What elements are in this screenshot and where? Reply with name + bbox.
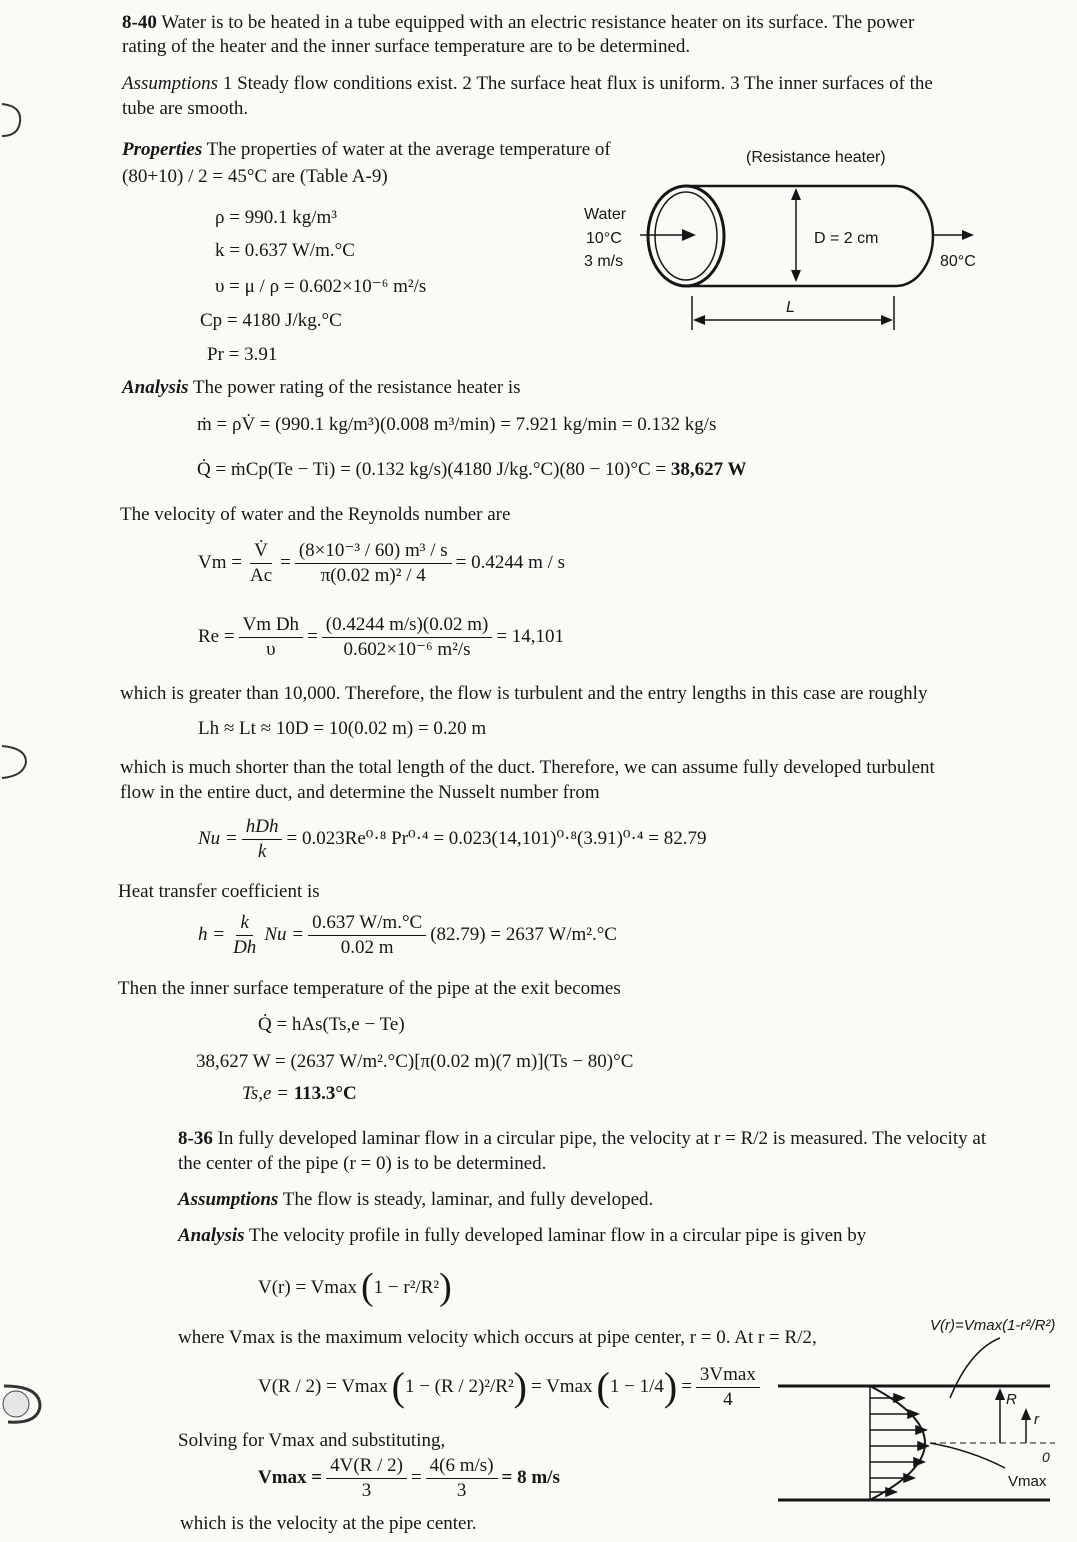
analysis-block [122,377,521,399]
vmax-fraction-1 [326,1455,407,1502]
profile-inner: 1 − r²/R² [373,1276,440,1298]
vr2-paren-close-2: ) [663,1364,678,1410]
re-frac1-num: Vm Dh [239,614,303,638]
vm-frac2-den: π(0.02 m)² / 4 [320,564,426,586]
inlet-velocity-label: 3 m/s [584,253,624,270]
vr2-paren-2: ( [596,1364,610,1410]
zero-label: 0 [1042,1449,1050,1465]
radius-arrowhead [995,1388,1005,1400]
equation-mass-flow: ṁ = ρV̇ = (990.1 kg/m³)(0.008 m³/min) = 7.921 kg/min = 0.132 kg/s [197,414,717,435]
vmax-frac1-num: 4V(R / 2) [326,1455,407,1479]
analysis-text: The velocity profile in fully developed laminar flow in a circular pipe is given by [248,1225,867,1246]
analysis-text: The power rating of the resistance heater is [192,377,521,398]
turbulent-text: which is greater than 10,000. Therefore, the flow is turbulent and the entry lengths in this case are roughly [120,683,928,704]
assumptions-heading: Assumptions [122,73,219,94]
re-frac1-den: υ [266,638,276,660]
equation-substitution: 38,627 W = (2637 W/m².°C)[π(0.02 m)(7 m)](Ts − 80)°C [196,1051,634,1072]
vmax-frac1-den: 3 [361,1479,372,1501]
shorter-text-line-2: flow in the entire duct, and determine the Nusselt number from [120,782,600,803]
property-specific-heat: Cp = 4180 J/kg.°C [200,310,342,331]
outlet-arrowhead [962,230,974,240]
re-result: = 14,101 [496,626,565,648]
vm-fraction-1 [246,540,276,587]
equation-newton-cooling: Q̇ = hAs(Ts,e − Te) [258,1014,405,1035]
equation-heat-rate [197,459,747,481]
velocity-intro: The velocity of water and the Reynolds number are [120,504,511,525]
final-text: which is the velocity at the pipe center. [180,1513,477,1534]
profile-paren: ( [361,1266,374,1308]
assumptions-text: 1 Steady flow conditions exist. 2 The surface heat flux is uniform. 3 The inner surfaces of the [222,73,933,94]
equals-sign: = [280,552,291,574]
vmax-pointer [930,1443,1005,1468]
laminar-profile-diagram [770,1310,1070,1510]
statement-line: Water is to be heated in a tube equipped with an electric resistance heater on its surface. The power [161,12,915,33]
vr2-lhs: V(R / 2) = Vmax [258,1376,388,1398]
shorter-text-line-1: which is much shorter than the total length of the duct. Therefore, we can assume fully developed turbulent [120,757,935,778]
profile-formula-label: V(r)=Vmax(1-r²/R²) [930,1317,1056,1334]
vm-lhs: Vm = [198,552,242,574]
equation-mean-velocity [198,540,565,587]
assumptions-heading: Assumptions [178,1189,279,1210]
scan-hole-mark-top [0,100,24,140]
vm-frac1-den: Ac [249,564,273,586]
nu-rhs: = 0.023Re⁰·⁸ Pr⁰·⁴ = 0.023(14,101)⁰·⁸(3.91)⁰·⁴ = 82.79 [286,828,707,850]
h-frac1-den: Dh [233,936,257,958]
h-fraction-2 [308,912,426,959]
vr2-inner: 1 − (R / 2)²/R² [404,1376,514,1398]
re-fraction-1 [239,614,303,661]
analysis-block [178,1225,866,1247]
nu-frac-den: k [257,840,267,862]
diameter-label: D = 2 cm [814,230,879,247]
velocity-arrows [870,1394,928,1496]
vmax-frac2-num: 4(6 m/s) [426,1455,498,1479]
profile-pointer [950,1338,1000,1398]
htc-intro: Heat transfer coefficient is [118,881,320,902]
property-prandtl: Pr = 3.91 [207,344,278,365]
length-label: L [786,299,795,316]
re-lhs: Re = [198,626,235,648]
problem-number: 8-36 [178,1128,213,1149]
heat-rate-expression: Q̇ = ṁCp(Te − Ti) = (0.132 kg/s)(4180 J/kg.°C)(80 − 10)°C = [197,459,667,480]
vmax-result: = 8 m/s [501,1467,560,1489]
equation-velocity-profile [258,1266,452,1310]
equals-sign: = [681,1376,692,1398]
vm-result: = 0.4244 m / s [455,552,566,574]
h-result: (82.79) = 2637 W/m².°C [430,924,617,946]
re-fraction-2 [322,614,493,661]
statement-line-2: the center of the pipe (r = 0) is to be determined. [178,1153,547,1174]
surface-temp-intro: Then the inner surface temperature of the pipe at the exit becomes [118,978,621,999]
vr2-mid: = Vmax [530,1376,593,1398]
vr2-paren: ( [391,1364,405,1410]
vr2-result-den: 4 [723,1388,733,1410]
h-frac1-num: k [236,912,252,936]
vm-fraction-2 [295,540,452,587]
length-arrowhead-right [881,315,893,325]
h-mid: Nu = [264,924,305,946]
parabolic-profile [870,1386,925,1500]
h-frac2-num: 0.637 W/m.°C [308,912,426,936]
scan-hole-mark-bottom [0,1382,46,1428]
assumptions-block [178,1189,653,1211]
vm-frac1-num: V̇ [250,540,272,564]
assumptions-text: The flow is steady, laminar, and fully developed. [282,1189,654,1210]
water-label: Water [584,206,627,223]
problem-number: 8-40 [122,12,157,33]
analysis-heading: Analysis [122,377,189,398]
assumptions-line-2: tube are smooth. [122,98,249,119]
diameter-arrowhead-top [791,188,801,200]
analysis-heading: Analysis [178,1225,245,1246]
vr2-inner-2: 1 − 1/4 [609,1376,664,1398]
properties-line-2: (80+10) / 2 = 45°C are (Table A-9) [122,166,388,187]
property-kinematic-viscosity: υ = μ / ρ = 0.602×10⁻⁶ m²/s [215,276,427,297]
vmax-fraction-2 [426,1455,498,1502]
heater-label: (Resistance heater) [746,149,886,166]
entry-length-equation: Lh ≈ Lt ≈ 10D = 10(0.02 m) = 0.20 m [198,718,487,739]
equals-sign: = [307,626,318,648]
equals-sign: = [410,1467,422,1489]
small-r-label: r [1034,1411,1039,1428]
properties-text: The properties of water at the average temperature of [206,139,611,160]
property-conductivity: k = 0.637 W/m.°C [215,240,355,261]
where-text: where Vmax is the maximum velocity which occurs at pipe center, r = 0. At r = R/2, [178,1327,817,1348]
ts-lhs: Ts,e = [242,1083,289,1104]
profile-lhs: V(r) = Vmax [258,1276,358,1298]
equation-velocity-half-radius [258,1364,764,1411]
heater-tube-diagram [560,140,990,340]
solving-text: Solving for Vmax and substituting, [178,1430,446,1451]
inlet-temp-label: 10°C [586,230,622,247]
inlet-arrowhead [682,229,696,241]
properties-heading: Properties [122,139,203,160]
diameter-arrowhead-bottom [791,270,801,282]
problem-8-40-statement [122,12,914,34]
equation-heat-transfer-coefficient [198,912,617,959]
nu-lhs: Nu = [198,828,238,850]
h-fraction-1 [229,912,260,959]
equation-surface-temp [242,1083,357,1105]
vmax-label: Vmax [1008,1473,1047,1490]
property-density: ρ = 990.1 kg/m³ [215,207,337,228]
equation-reynolds [198,614,564,661]
outlet-temp-label: 80°C [940,253,976,270]
statement-line: In fully developed laminar flow in a circular pipe, the velocity at r = R/2 is measured. The velocity at [217,1128,987,1149]
profile-paren-close: ) [439,1266,452,1308]
statement-line-2: rating of the heater and the inner surface temperature are to be determined. [122,36,691,57]
scan-hole-mark-middle [0,742,30,782]
problem-8-36-statement [178,1128,986,1150]
vr2-paren-close: ) [513,1364,527,1410]
h-frac2-den: 0.02 m [340,936,394,958]
nu-frac-num: hDh [242,816,283,840]
radius-label: R [1006,1391,1017,1408]
vr2-result-num: 3Vmax [696,1364,760,1388]
vr2-result-fraction [696,1364,760,1411]
ts-result: 113.3°C [293,1083,357,1104]
h-lhs: h = [198,924,226,946]
re-frac2-den: 0.602×10⁻⁶ m²/s [343,638,471,660]
properties-block [122,139,611,161]
vm-frac2-num: (8×10⁻³ / 60) m³ / s [295,540,452,564]
small-r-arrowhead [1021,1408,1031,1420]
nu-fraction [242,816,283,863]
vmax-lhs: Vmax = [258,1467,323,1489]
re-frac2-num: (0.4244 m/s)(0.02 m) [322,614,493,638]
assumptions-block [122,73,933,95]
equation-vmax [258,1455,560,1502]
heat-rate-result: 38,627 W [670,459,747,480]
length-arrowhead-left [693,315,705,325]
vmax-frac2-den: 3 [456,1479,467,1501]
equation-nusselt [198,816,706,863]
